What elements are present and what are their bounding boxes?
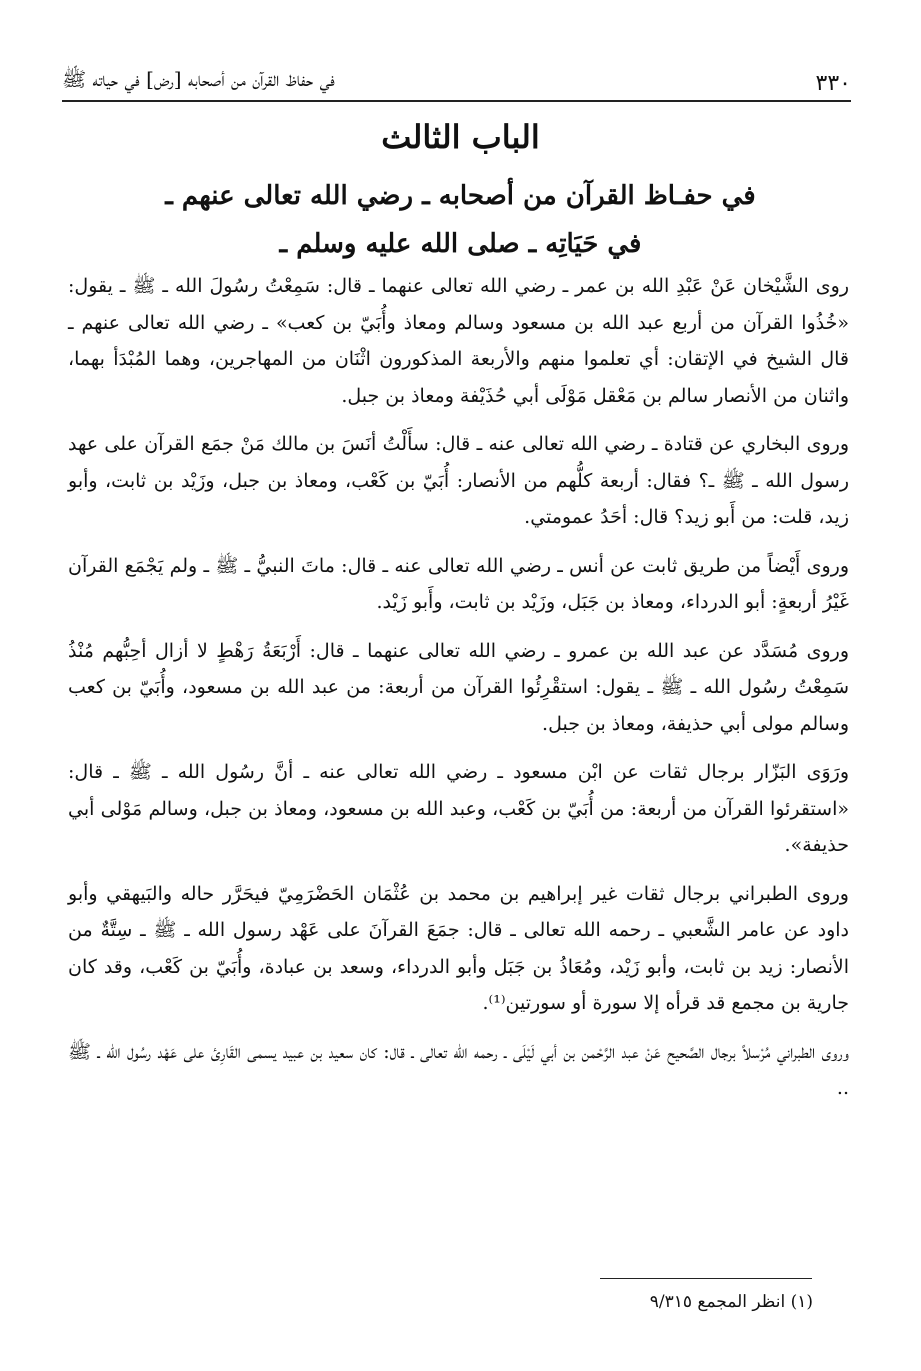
page-number: ٣٣٠ bbox=[815, 71, 851, 96]
paragraph-1: روى الشَّيْخان عَنْ عَبْدِ الله بن عمر ـ رضي الله تعالى عنهما ـ قال: سَمِعْتُ رسُولَ الله ـ ﷺ ـ يقول: «خُذُوا القرآن من أربع عبد الله بن مسعود وسالم ومعاذ وأُبَيّ بن كعب» ـ رضي الله تعالى عنهم ـ قال الشيخ في الإتقان: أي تعلموا منهم والأربعة المذكورون اثْنَان من المهاجرين، وهما المُبْدَأ بهما، واثنان من الأنصار سالم بن مَعْقل مَوْلَى أبي حُذَيْفة ومعاذ بن جبل. bbox=[68, 275, 850, 407]
chapter-title: الباب الثالث bbox=[381, 118, 540, 156]
running-head bbox=[62, 58, 851, 102]
body-text bbox=[68, 268, 849, 1119]
paragraph-4: وروى مُسَدَّد عن عبد الله بن عمرو ـ رضي الله تعالى عنهما ـ قال: أَرْبَعَةُ رَهْطٍ لا أزال أحِبُّهم مُنْذُ سَمِعْتُ رسُول الله ـ ﷺ ـ يقول: استقْرِئُوا القرآن من أربعة: من عبد الله بن مسعود، وأُبَيّ بن كعب وسالم مولى أبي حذيفة، ومعاذ بن جبل. bbox=[68, 639, 849, 735]
footnote-divider bbox=[600, 1278, 812, 1279]
paragraph-7: وروى الطبراني مُرْسلاً برجال الصَّحيح عَنْ عبد الرَّحْمن بن أبي لَيْلَى ـ رحمه الله تعالى ـ قال: كان سعيد بن عبيد يسمى القَارِئ على عَهْد رسُول الله ـ ﷺ .. bbox=[68, 1040, 849, 1099]
paragraph-2: وروى البخاري عن قتادة ـ رضي الله تعالى عنه ـ قال: سأَلْتُ أنَسَ بن مالك مَنْ جمَع القرآن على عهد رسول الله ـ ﷺ ـ؟ فقال: أربعة كلُّهم من الأنصار: أُبَيّ بن كَعْب، ومعاذ بن جبل، وزَيْد بن ثابت، وأبو زيد، قلت: من أَبو زيد؟ قال: أحَدُ عمومتي. bbox=[68, 433, 849, 528]
paragraph-3: وروى أَيْضاً من طريق ثابت عن أنس ـ رضي الله تعالى عنه ـ قال: ماتَ النبيُّ ـ ﷺ ـ ولم يَجْمَع القرآن غَيْرُ أربعةٍ: أبو الدرداء، ومعاذ بن جَبَل، وزَيْد بن ثابت، وأَبو زَيْد. bbox=[68, 554, 849, 613]
chapter-subtitle-line-2: في حَيَاتِه ـ صلى الله عليه وسلم ـ bbox=[279, 229, 642, 259]
footnote: (١) انظر المجمع ٩/٣١٥ bbox=[649, 1292, 813, 1312]
running-head-title: في حفاظ القرآن من أصحابه [رض] في حياته ﷺ bbox=[62, 67, 335, 91]
paragraph-6: وروى الطبراني برجال ثقات غير إبراهيم بن محمد بن عُثْمَان الحَضْرَمِيّ فيحَرَّر حاله والبَيهقي وأبو داود عن عامر الشَّعبي ـ رحمه الله تعالى ـ قال: جمَعَ القرآنَ على عَهْد رسول الله ـ ﷺ ـ سِتَّةٌ من الأنصار: زيد بن ثابت، وأبو زَيْد، ومُعَاذُ بن جَبَل وأبو الدرداء، وسعد بن عبادة، وأُبَيّ بن كَعْب، وقد كان جارية بن مجمع قد قرأه إلا سورة أو سورتين⁽¹⁾. bbox=[68, 882, 849, 1014]
chapter-subtitle bbox=[60, 172, 861, 268]
paragraph-5: ورَوَى البَزّار برجال ثقات عن ابْن مسعود ـ رضي الله تعالى عنه ـ أنَّ رسُول الله ـ ﷺ ـ قال: «استقرئوا القرآن من أربعة: من أُبَيّ بن كَعْب، وعبد الله بن مسعود، ومعاذ بن جبل، وسالم مَوْلى أبي حذيفة». bbox=[68, 761, 850, 856]
chapter-subtitle-line-1: في حفـاظ القرآن من أصحابه ـ رضي الله تعالى عنهم ـ bbox=[165, 181, 756, 211]
